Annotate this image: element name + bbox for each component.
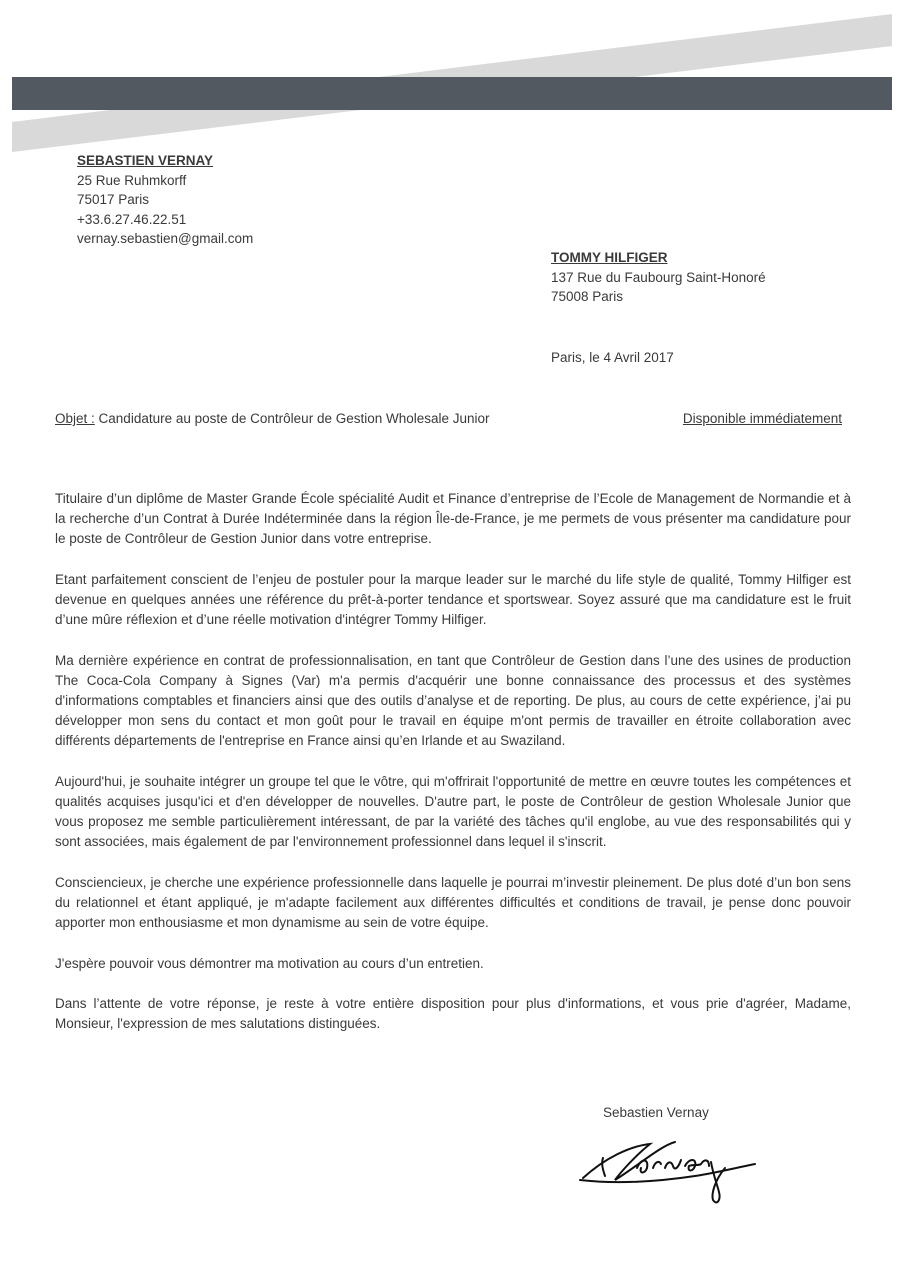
sender-address-block <box>77 151 253 249</box>
body-paragraph: Consciencieux, je cherche une expérience professionnelle dans laquelle je pourrai m’investir pleinement. De plus doté d’un bon sens du relationnel et étant appliqué, je m'adapte facilement aux différentes difficultés et conditions de travail, je pense donc pouvoir apporter mon enthousiasme et mon dynamisme au sein de votre équipe. <box>55 874 851 931</box>
body-paragraph: J'espère pouvoir vous démontrer ma motivation au cours d’un entretien. <box>55 955 484 971</box>
body-paragraph: Etant parfaitement conscient de l’enjeu de postuler pour la marque leader sur le marché du life style de qualité, Tommy Hilfiger est devenue en quelques années une référence du prêt-à-porter tendance et sportswear. Soyez assuré que ma candidature est le fruit d’une mûre réflexion et d’une réelle motivation d'intégrer Tommy Hilfiger. <box>55 571 851 628</box>
handwritten-signature <box>575 1128 765 1208</box>
sender-street: 25 Rue Ruhmkorff <box>77 172 187 188</box>
recipient-street: 137 Rue du Faubourg Saint-Honoré <box>551 269 766 285</box>
availability-note: Disponible immédiatement <box>682 411 842 426</box>
sender-name: SEBASTIEN VERNAY <box>77 153 214 168</box>
letter-body <box>55 489 851 1055</box>
subject-text: Candidature au poste de Contrôleur de Gestion Wholesale Junior <box>98 411 490 426</box>
body-paragraph: Dans l’attente de votre réponse, je reste à votre entière disposition pour plus d'informations, et vous prie d'agréer, Madame, Monsieur, l'expression de mes salutations distinguées. <box>55 995 851 1032</box>
header-dark-band <box>12 77 892 110</box>
body-paragraph: Aujourd'hui, je souhaite intégrer un groupe tel que le vôtre, qui m'offrirait l'opportunité de mettre en œuvre toutes les compétences et qualités acquises jusqu'ici et d'en développer de nouvelles. D'autre part, le poste de Contrôleur de gestion Wholesale Junior que vous proposez me semble particulièrement intéressant, de par la variété des tâches qu'il englobe, au vue des responsabilités qui y sont associées, mais également de par l'environnement professionnel dans lequel il s'inscrit. <box>55 773 851 850</box>
body-paragraph: Ma dernière expérience en contrat de professionnalisation, en tant que Contrôleur de Gestion dans l’une des usines de production The Coca-Cola Company à Signes (Var) m'a permis d'acquérir une bonne connaissance des processus et des systèmes d'informations comptables et financiers ainsi que des outils d’analyse et de reporting. De plus, au cours de cette expérience, j’ai pu développer mon sens du contact et mon goût pour le travail en équipe m'ont permis de travailler en étroite collaboration avec différents départements de l'entreprise en France ainsi qu’en Irlande et au Swaziland. <box>55 652 851 749</box>
sender-phone: +33.6.27.46.22.51 <box>77 211 187 227</box>
letter-date: Paris, le 4 Avril 2017 <box>551 350 674 365</box>
body-paragraph: Titulaire d’un diplôme de Master Grande École spécialité Audit et Finance d’entreprise de l’Ecole de Management de Normandie et à la recherche d’un Contrat à Durée Indéterminée dans la région Île-de-France, je me permets de vous présenter ma candidature pour le poste de Contrôleur de Gestion Junior dans votre entreprise. <box>55 491 851 547</box>
subject-line <box>55 409 842 429</box>
subject-label: Objet : <box>55 411 95 426</box>
signature-name: Sebastien Vernay <box>603 1105 709 1120</box>
recipient-address-block <box>551 248 766 307</box>
recipient-city: 75008 Paris <box>551 289 624 304</box>
header-decoration <box>0 0 906 160</box>
recipient-name: TOMMY HILFIGER <box>551 250 668 265</box>
sender-email: vernay.sebastien@gmail.com <box>77 231 254 246</box>
sender-city: 75017 Paris <box>77 192 150 207</box>
